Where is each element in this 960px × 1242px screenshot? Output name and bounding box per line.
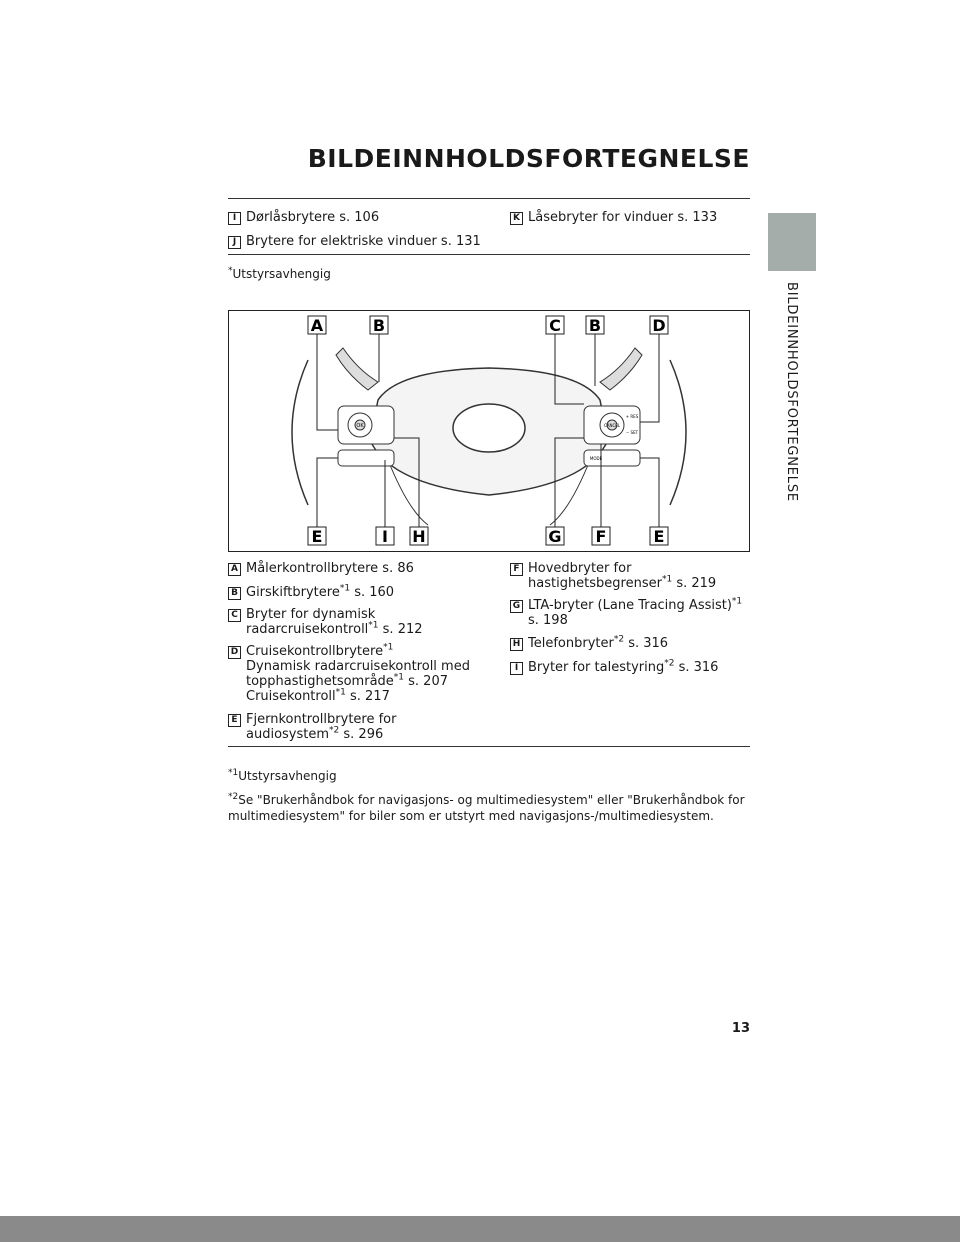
mode-button-label: MODE <box>589 456 603 461</box>
footnote-mark: *2 <box>228 792 239 802</box>
callout-label: I <box>382 527 388 546</box>
footnote-mark: * <box>228 266 233 276</box>
callout-label: E <box>311 527 323 546</box>
res-button-label: + RES <box>625 414 639 419</box>
item-text: LTA-bryter (Lane Tracing Assist)$^{*1}$ s. 198 <box>528 596 743 628</box>
section-rule <box>228 254 750 255</box>
steering-wheel-diagram <box>228 310 750 552</box>
item-text: Fjernkontrollbrytere for audiosystem$^{*2}$ s. 296 <box>246 712 397 742</box>
item-text: Telefonbryter$^{*2}$ s. 316 <box>528 634 669 651</box>
ok-button-label: OK <box>356 423 364 429</box>
footnote-text: Se "Brukerhåndbok for navigasjons- og multimediesystem" eller "Brukerhåndbok for multimediesystem" for biler som er utstyrt med navigasjons-/multimediesystem. <box>228 793 745 823</box>
footnote-1 <box>228 768 748 784</box>
top-footnote <box>228 266 748 282</box>
item-badge: I <box>228 212 241 225</box>
callout-label: C <box>549 316 561 335</box>
item-text: Bryter for talestyring$^{*2}$ s. 316 <box>528 658 719 675</box>
bottom-bar <box>0 1216 960 1242</box>
item-badge: F <box>510 563 523 576</box>
item-badge: I <box>510 662 523 675</box>
item-badge: C <box>228 609 241 622</box>
title-rule <box>228 198 750 199</box>
footnote-text: Utstyrsavhengig <box>232 267 331 281</box>
callout-label: A <box>310 316 324 335</box>
item-badge: E <box>228 714 241 727</box>
section-rule-bottom <box>228 746 750 747</box>
item-badge: B <box>228 587 241 600</box>
item-text: Bryter for dynamisk radarcruisekontroll$^{*1}$ s. 212 <box>246 607 423 637</box>
callout-label: B <box>588 316 602 335</box>
callout-label: E <box>653 527 665 546</box>
footnote-mark: *1 <box>228 768 239 778</box>
item-badge: D <box>228 646 241 659</box>
callout-label: B <box>372 316 386 335</box>
footnote-text: Utstyrsavhengig <box>238 769 337 783</box>
page-title: BILDEINNHOLDSFORTEGNELSE <box>307 144 750 173</box>
callout-label: G <box>548 527 562 546</box>
callout-label: D <box>652 316 666 335</box>
footnote-2 <box>228 792 748 824</box>
item-text: Cruisekontrollbrytere$^{*1}$ Dynamisk radarcruisekontroll med topphastighetsområde$^{*1}$ s. 207 Cruisekontroll$^{*1}$ s. 217 <box>246 642 470 704</box>
item-text: Girskiftbrytere$^{*1}$ s. 160 <box>246 583 395 600</box>
item-text: Målerkontrollbrytere s. 86 <box>246 561 414 576</box>
item-text: Låsebryter for vinduer s. 133 <box>528 210 718 225</box>
section-tab <box>768 213 816 271</box>
callout-label: H <box>412 527 426 546</box>
section-side-label: BILDEINNHOLDSFORTEGNELSE <box>784 282 799 502</box>
page-number: 13 <box>731 1021 750 1036</box>
item-text: Brytere for elektriske vinduer s. 131 <box>246 234 481 249</box>
item-badge: J <box>228 236 241 249</box>
item-text: Hovedbryter for hastighetsbegrenser$^{*1}$ s. 219 <box>528 561 717 591</box>
item-text: Dørlåsbrytere s. 106 <box>246 210 380 225</box>
item-badge: K <box>510 212 523 225</box>
cancel-button-label: CANCEL <box>603 423 621 428</box>
item-badge: A <box>228 563 241 576</box>
callout-label: F <box>595 527 607 546</box>
set-button-label: − SET <box>625 430 639 435</box>
item-badge: H <box>510 638 523 651</box>
item-badge: G <box>510 600 523 613</box>
